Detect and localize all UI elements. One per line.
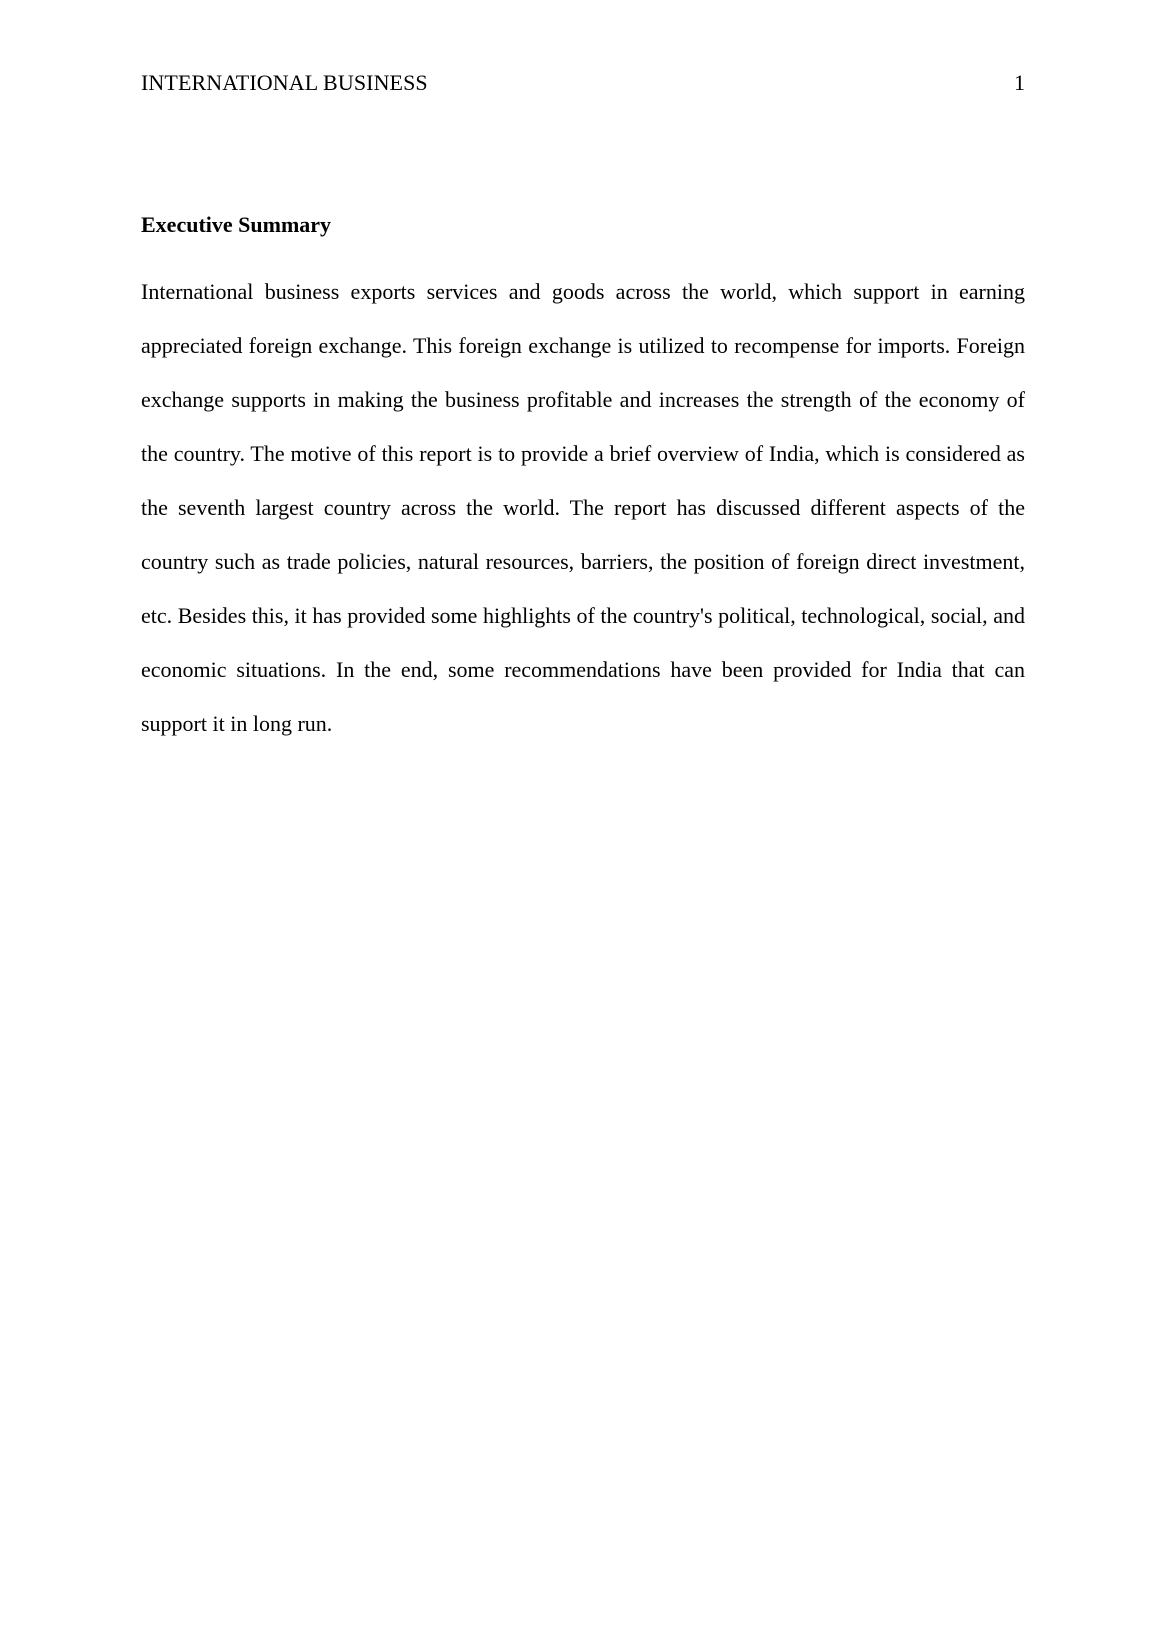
executive-summary-paragraph: International business exports services and goods across the world, which support in earning appreciated foreign exchange. This foreign exchange is utilized to recompense for imports. Foreign exchange supports in making the business profitable and increases the strength of the economy of the country. The motive of this report is to provide a brief overview of India, which is considered as the seventh largest country across the world. The report has discussed different aspects of the country such as trade policies, natural resources, barriers, the position of foreign direct investment, etc. Besides this, it has provided some highlights of the country's political, technological, social, and economic situations. In the end, some recommendations have been provided for India that can support it in long run. [141, 279, 1025, 736]
section-heading: Executive Summary [141, 212, 332, 237]
running-head-title: INTERNATIONAL BUSINESS [141, 70, 428, 95]
running-header [141, 68, 1025, 98]
page-number: 1 [1014, 70, 1025, 95]
